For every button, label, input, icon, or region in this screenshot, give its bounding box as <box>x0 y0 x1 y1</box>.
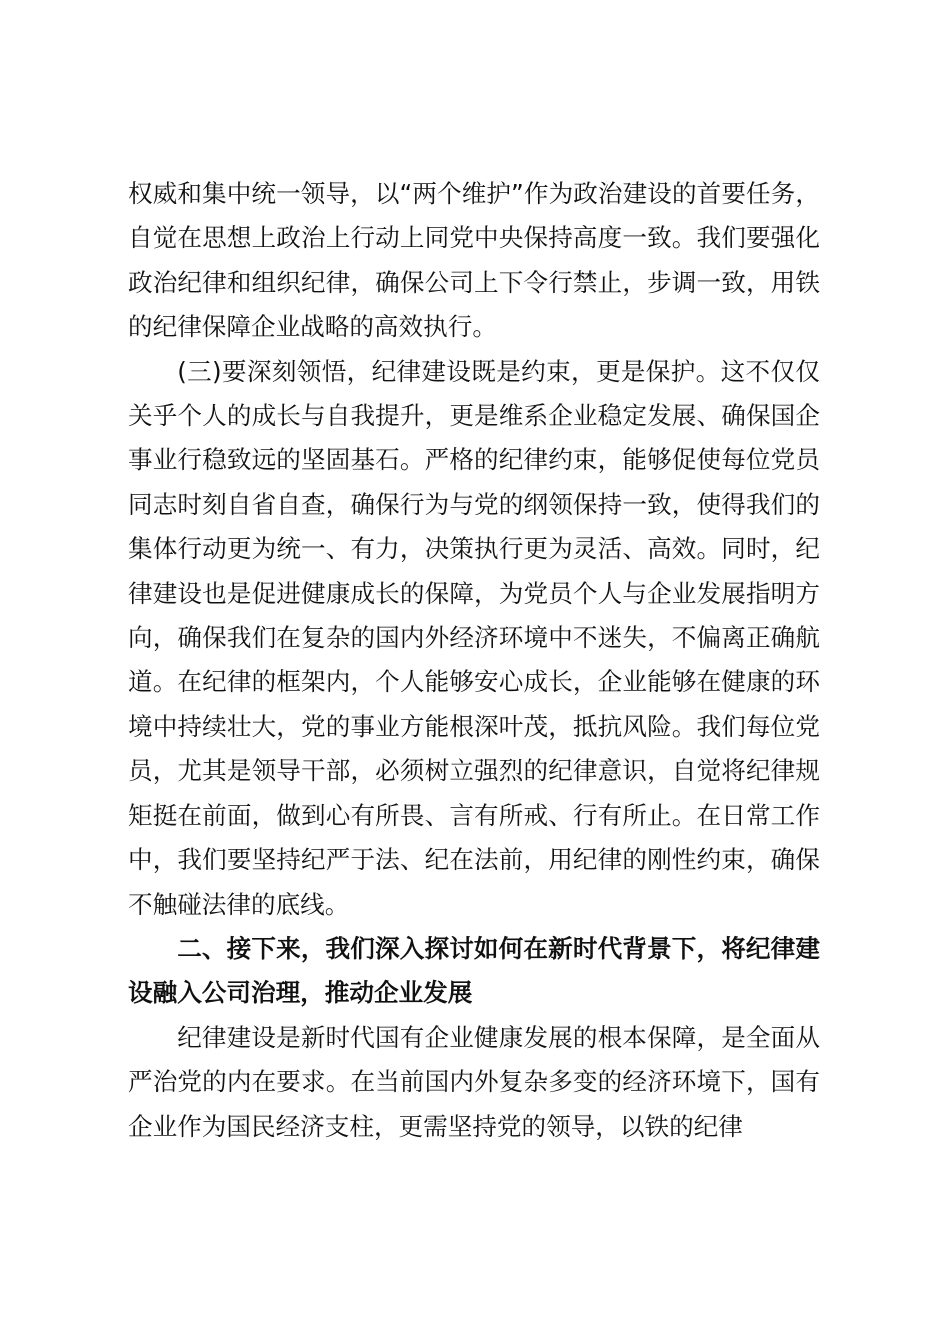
paragraph-section-three: (三)要深刻领悟，纪律建设既是约束，更是保护。这不仅仅关乎个人的成长与自我提升，更是维系企业稳定发展、确保国企事业行稳致远的坚固基石。严格的纪律约束，能够促使每位党员同志时刻自省自查，确保行为与党的纲领保持一致，使得我们的集体行动更为统一、有力，决策执行更为灵活、高效。同时，纪律建设也是促进健康成长的保障，为党员个人与企业发展指明方向，确保我们在复杂的国内外经济环境中不迷失，不偏离正确航道。在纪律的框架内，个人能够安心成长，企业能够在健康的环境中持续壮大，党的事业方能根深叶茂，抵抗风险。我们每位党员，尤其是领导干部，必须树立强烈的纪律意识，自觉将纪律规矩挺在前面，做到心有所畏、言有所戒、行有所止。在日常工作中，我们要坚持纪严于法、纪在法前，用纪律的刚性约束，确保不触碰法律的底线。 <box>128 356 820 919</box>
document-page <box>128 172 820 1149</box>
section-heading-two: 二、接下来，我们深入探讨如何在新时代背景下，将纪律建设融入公司治理，推动企业发展 <box>128 933 820 1008</box>
paragraph-continuation: 权威和集中统一领导，以“两个维护”作为政治建设的首要任务，自觉在思想上政治上行动上同党中央保持高度一致。我们要强化政治纪律和组织纪律，确保公司上下令行禁止，步调一致，用铁的纪律保障企业战略的高效执行。 <box>128 179 820 342</box>
paragraph-discipline-intro: 纪律建设是新时代国有企业健康发展的根本保障，是全面从严治党的内在要求。在当前国内外复杂多变的经济环境下，国有企业作为国民经济支柱，更需坚持党的领导，以铁的纪律 <box>128 1022 820 1141</box>
